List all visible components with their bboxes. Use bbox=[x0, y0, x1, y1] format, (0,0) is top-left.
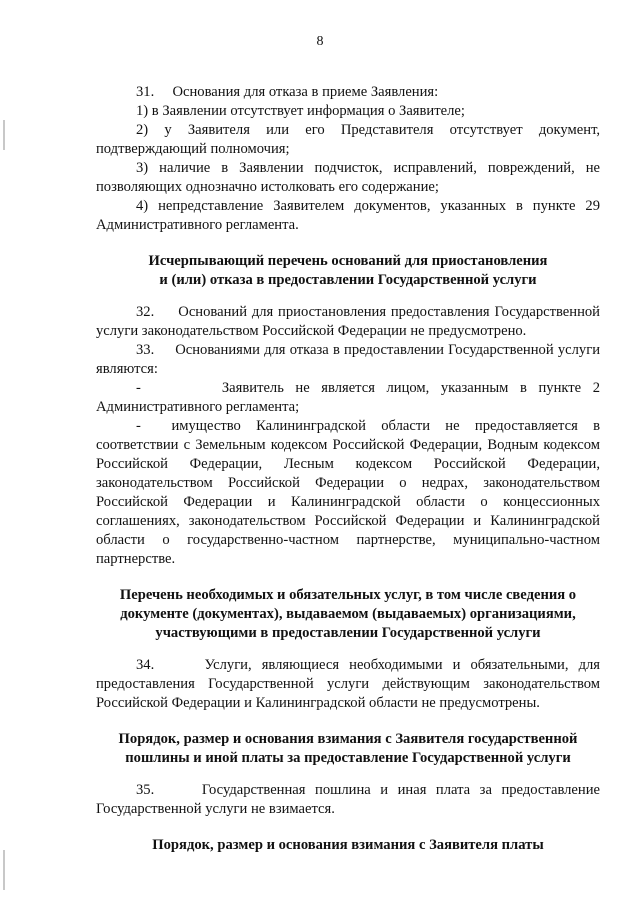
section-gap bbox=[96, 768, 600, 781]
section-heading-line: и (или) отказа в предоставлении Государственной услуги bbox=[159, 272, 537, 288]
section-heading-line: Порядок, размер и основания взимания с Заявителя государственной bbox=[118, 731, 578, 747]
paragraph: - Заявитель не является лицом, указанным в пункте 2 Административного регламента; bbox=[96, 380, 600, 415]
section-heading-line: Перечень необходимых и обязательных услуг, в том числе сведения о bbox=[119, 587, 577, 603]
section-gap bbox=[96, 235, 600, 252]
section-heading-line: Порядок, размер и основания взимания с Заявителя платы bbox=[152, 837, 544, 853]
scan-edge-mark bbox=[3, 120, 5, 150]
section-gap bbox=[96, 569, 600, 586]
document-body bbox=[96, 83, 600, 855]
paragraph: 35. Государственная пошлина и иная плата за предоставление Государственной услуги не взимается. bbox=[96, 782, 600, 817]
paragraph: 2) у Заявителя или его Представителя отсутствует документ, подтверждающий полномочия; bbox=[96, 122, 600, 157]
section-heading-line: пошлины и иной платы за предоставление Государственной услуги bbox=[125, 750, 571, 766]
section-gap bbox=[96, 819, 600, 836]
paragraph: 33. Основаниями для отказа в предоставлении Государственной услуги являются: bbox=[96, 342, 600, 377]
paragraph: 3) наличие в Заявлении подчисток, исправлений, повреждений, не позволяющих однозначно истолковать его содержание; bbox=[96, 160, 600, 195]
paragraph: 31. Основания для отказа в приеме Заявления: bbox=[136, 84, 439, 100]
section-heading-line: участвующими в предоставлении Государственной услуги bbox=[155, 625, 541, 641]
section-heading-line: документе (документах), выдаваемом (выдаваемых) организациями, bbox=[120, 606, 576, 622]
page-number: 8 bbox=[316, 34, 324, 49]
paragraph: 4) непредставление Заявителем документов, указанных в пункте 29 Административного регламента. bbox=[96, 198, 600, 233]
paragraph: 1) в Заявлении отсутствует информация о Заявителе; bbox=[136, 103, 465, 119]
section-gap bbox=[96, 713, 600, 730]
section-gap bbox=[96, 290, 600, 303]
scan-edge-mark bbox=[3, 850, 5, 890]
paragraph: - имущество Калининградской области не предоставляется в соответствии с Земельным кодексом Российской Федерации, Водным кодексом Российской Федерации, Лесным кодексом Российской Федерации, законодательством Российской Федерации о недрах, законодательством Российской Федерации и Калининградской области о концессионных соглашениях, законодательством Российской Федерации и Калининградской области о государственно-частном партнерстве, муниципально-частном партнерстве. bbox=[96, 418, 600, 567]
section-heading-line: Исчерпывающий перечень оснований для приостановления bbox=[148, 253, 548, 269]
paragraph: 34. Услуги, являющиеся необходимыми и обязательными, для предоставления Государственной услуги действующим законодательством Российской Федерации и Калининградской области не предусмотрены. bbox=[96, 657, 600, 711]
section-gap bbox=[96, 643, 600, 656]
paragraph: 32. Оснований для приостановления предоставления Государственной услуги законодательством Российской Федерации не предусмотрено. bbox=[96, 304, 600, 339]
